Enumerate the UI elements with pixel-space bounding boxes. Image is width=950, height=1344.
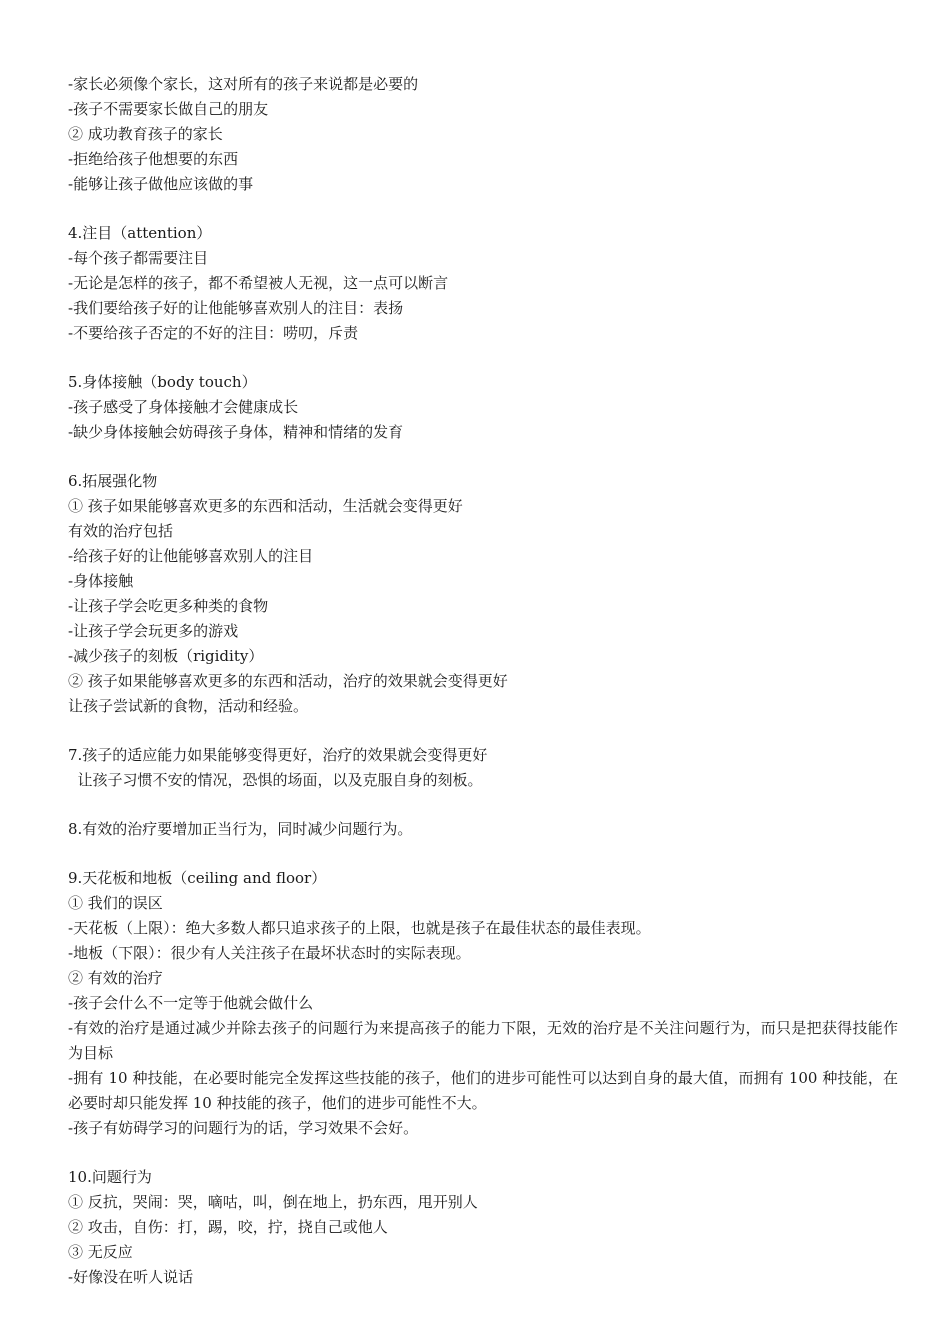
text-line: ① 反抗，哭闹：哭，嘀咕，叫，倒在地上，扔东西，甩开别人 bbox=[68, 1193, 478, 1211]
text-line: -有效的治疗是通过减少并除去孩子的问题行为来提高孩子的能力下限，无效的治疗是不关注问题行为，而只是把获得技能作为目标 bbox=[68, 1019, 898, 1062]
text-line: ② 成功教育孩子的家长 bbox=[68, 125, 223, 143]
text-section bbox=[68, 469, 898, 719]
paragraph-spacer bbox=[68, 1141, 898, 1165]
text-section bbox=[68, 866, 898, 1141]
text-line: 有效的治疗包括 bbox=[68, 522, 174, 540]
text-line: 6.拓展强化物 bbox=[68, 472, 158, 490]
paragraph-spacer bbox=[68, 793, 898, 817]
text-line: -让孩子学会玩更多的游戏 bbox=[68, 622, 239, 640]
text-line: -孩子不需要家长做自己的朋友 bbox=[68, 100, 269, 118]
text-line: -不要给孩子否定的不好的注目：唠叨，斥责 bbox=[68, 324, 359, 342]
text-line: 让孩子习惯不安的情况，恐惧的场面，以及克服自身的刻板。 bbox=[68, 771, 483, 789]
paragraph-spacer bbox=[68, 445, 898, 469]
text-line: ② 孩子如果能够喜欢更多的东西和活动，治疗的效果就会变得更好 bbox=[68, 672, 508, 690]
text-line: -家长必须像个家长，这对所有的孩子来说都是必要的 bbox=[68, 75, 419, 93]
text-line: -拥有 10 种技能，在必要时能完全发挥这些技能的孩子，他们的进步可能性可以达到自身的最大值，而拥有 100 种技能，在必要时却只能发挥 10 种技能的孩子，他们的进步可能性不大。 bbox=[68, 1069, 898, 1112]
paragraph-spacer bbox=[68, 719, 898, 743]
text-line: -天花板（上限）：绝大多数人都只追求孩子的上限，也就是孩子在最佳状态的最佳表现。 bbox=[68, 919, 651, 937]
text-section bbox=[68, 817, 898, 842]
document-page bbox=[68, 72, 898, 1290]
text-line: 9.天花板和地板（ceiling and floor） bbox=[68, 869, 327, 887]
text-line: -孩子感受了身体接触才会健康成长 bbox=[68, 398, 299, 416]
text-line: -孩子有妨碍学习的问题行为的话，学习效果不会好。 bbox=[68, 1119, 419, 1137]
text-line: ① 我们的误区 bbox=[68, 894, 163, 912]
text-line: -拒绝给孩子他想要的东西 bbox=[68, 150, 239, 168]
text-line: ② 有效的治疗 bbox=[68, 969, 163, 987]
paragraph-spacer bbox=[68, 842, 898, 866]
text-line: 7.孩子的适应能力如果能够变得更好，治疗的效果就会变得更好 bbox=[68, 746, 488, 764]
text-section bbox=[68, 72, 898, 197]
text-line: ① 孩子如果能够喜欢更多的东西和活动，生活就会变得更好 bbox=[68, 497, 463, 515]
text-line: 10.问题行为 bbox=[68, 1168, 152, 1186]
text-line: 8.有效的治疗要增加正当行为，同时减少问题行为。 bbox=[68, 820, 413, 838]
text-section bbox=[68, 1165, 898, 1290]
text-line: -减少孩子的刻板（rigidity） bbox=[68, 647, 264, 665]
text-line: -孩子会什么不一定等于他就会做什么 bbox=[68, 994, 314, 1012]
text-line: -给孩子好的让他能够喜欢别人的注目 bbox=[68, 547, 314, 565]
text-line: -地板（下限）：很少有人关注孩子在最坏状态时的实际表现。 bbox=[68, 944, 471, 962]
text-line: ③ 无反应 bbox=[68, 1243, 133, 1261]
text-line: 5.身体接触（body touch） bbox=[68, 373, 257, 391]
text-section bbox=[68, 743, 898, 793]
paragraph-spacer bbox=[68, 346, 898, 370]
text-line: -身体接触 bbox=[68, 572, 134, 590]
text-line: -让孩子学会吃更多种类的食物 bbox=[68, 597, 269, 615]
paragraph-spacer bbox=[68, 197, 898, 221]
text-line: 4.注目（attention） bbox=[68, 224, 212, 242]
text-line: -无论是怎样的孩子，都不希望被人无视，这一点可以断言 bbox=[68, 274, 449, 292]
text-line: 让孩子尝试新的食物，活动和经验。 bbox=[68, 697, 309, 715]
text-section bbox=[68, 370, 898, 445]
text-line: -好像没在听人说话 bbox=[68, 1268, 194, 1286]
text-line: -能够让孩子做他应该做的事 bbox=[68, 175, 254, 193]
text-line: ② 攻击，自伤：打，踢，咬，拧，挠自己或他人 bbox=[68, 1218, 388, 1236]
text-line: -每个孩子都需要注目 bbox=[68, 249, 209, 267]
text-line: -缺少身体接触会妨碍孩子身体，精神和情绪的发育 bbox=[68, 423, 404, 441]
text-section bbox=[68, 221, 898, 346]
text-line: -我们要给孩子好的让他能够喜欢别人的注目：表扬 bbox=[68, 299, 404, 317]
